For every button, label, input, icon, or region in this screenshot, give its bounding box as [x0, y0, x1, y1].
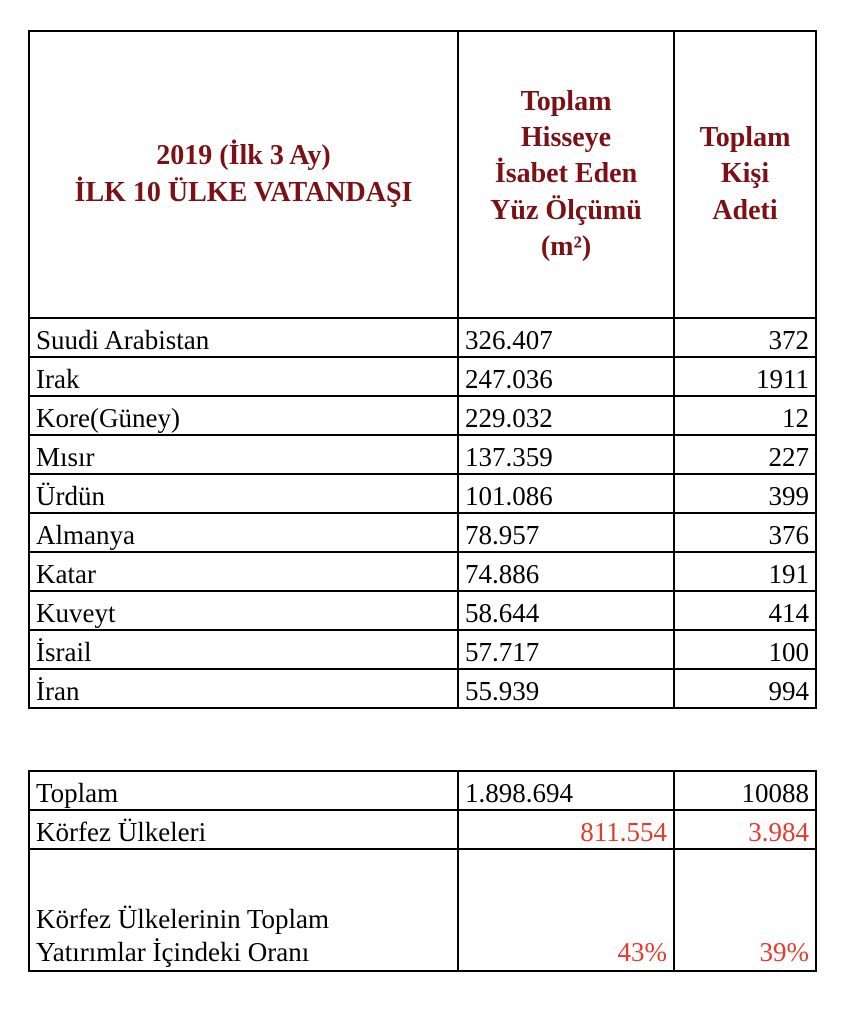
- header-line: (m²): [540, 231, 592, 263]
- country-cell: Ürdün: [29, 474, 458, 513]
- country-cell: Suudi Arabistan: [29, 318, 458, 357]
- header-row: [29, 31, 816, 318]
- header-line: Toplam: [520, 85, 612, 117]
- table-row: [29, 357, 816, 396]
- area-cell: 137.359: [458, 435, 674, 474]
- header-line: Toplam: [699, 121, 791, 153]
- area-cell: 247.036: [458, 357, 674, 396]
- gulf-label: Körfez Ülkeleri: [29, 810, 458, 849]
- area-cell: 229.032: [458, 396, 674, 435]
- area-cell: 58.644: [458, 591, 674, 630]
- table-row: [29, 630, 816, 669]
- header-line: Yüz Ölçümü: [490, 194, 642, 226]
- area-cell: 57.717: [458, 630, 674, 669]
- area-cell: 55.939: [458, 669, 674, 708]
- count-cell: 100: [674, 630, 816, 669]
- header-line: Hisseye: [520, 121, 612, 153]
- country-rows: [29, 318, 816, 708]
- header-line: Kişi: [720, 158, 770, 190]
- count-cell: 372: [674, 318, 816, 357]
- total-label: Toplam: [29, 771, 458, 810]
- gulf-count: 3.984: [674, 810, 816, 849]
- header-line: İLK 10 ÜLKE VATANDAŞI: [74, 176, 413, 208]
- table-row: [29, 318, 816, 357]
- ratio-label: [29, 849, 458, 971]
- area-cell: 74.886: [458, 552, 674, 591]
- area-cell: 101.086: [458, 474, 674, 513]
- country-cell: Kore(Güney): [29, 396, 458, 435]
- ratio-row: [29, 849, 816, 971]
- count-cell: 399: [674, 474, 816, 513]
- country-cell: Irak: [29, 357, 458, 396]
- area-cell: 326.407: [458, 318, 674, 357]
- ratio-count: 39%: [674, 849, 816, 971]
- count-cell: 227: [674, 435, 816, 474]
- ratio-label-line: Yatırımlar İçindeki Oranı: [36, 936, 310, 967]
- table-row: [29, 513, 816, 552]
- total-row: [29, 771, 816, 810]
- header-line: İsabet Eden: [494, 158, 638, 190]
- country-cell: Almanya: [29, 513, 458, 552]
- country-cell: Mısır: [29, 435, 458, 474]
- country-cell: İsrail: [29, 630, 458, 669]
- total-area: 1.898.694: [458, 771, 674, 810]
- header-line: 2019 (İlk 3 Ay): [156, 140, 331, 172]
- table-row: [29, 591, 816, 630]
- ratio-label-line: Körfez Ülkelerinin Toplam: [36, 904, 330, 935]
- ratio-area: 43%: [458, 849, 674, 971]
- header-country: [29, 31, 458, 318]
- count-cell: 191: [674, 552, 816, 591]
- count-cell: 1911: [674, 357, 816, 396]
- table-row: [29, 396, 816, 435]
- area-cell: 78.957: [458, 513, 674, 552]
- total-count: 10088: [674, 771, 816, 810]
- top-10-countries-table: [28, 30, 817, 709]
- country-cell: Kuveyt: [29, 591, 458, 630]
- header-line: Adeti: [712, 194, 778, 226]
- gulf-area: 811.554: [458, 810, 674, 849]
- header-area: [458, 31, 674, 318]
- totals-table: [28, 770, 817, 972]
- count-cell: 376: [674, 513, 816, 552]
- country-cell: Katar: [29, 552, 458, 591]
- table-row: [29, 435, 816, 474]
- table-row: [29, 669, 816, 708]
- table-row: [29, 474, 816, 513]
- gulf-row: [29, 810, 816, 849]
- count-cell: 414: [674, 591, 816, 630]
- country-cell: İran: [29, 669, 458, 708]
- table-row: [29, 552, 816, 591]
- header-count: [674, 31, 816, 318]
- count-cell: 12: [674, 396, 816, 435]
- count-cell: 994: [674, 669, 816, 708]
